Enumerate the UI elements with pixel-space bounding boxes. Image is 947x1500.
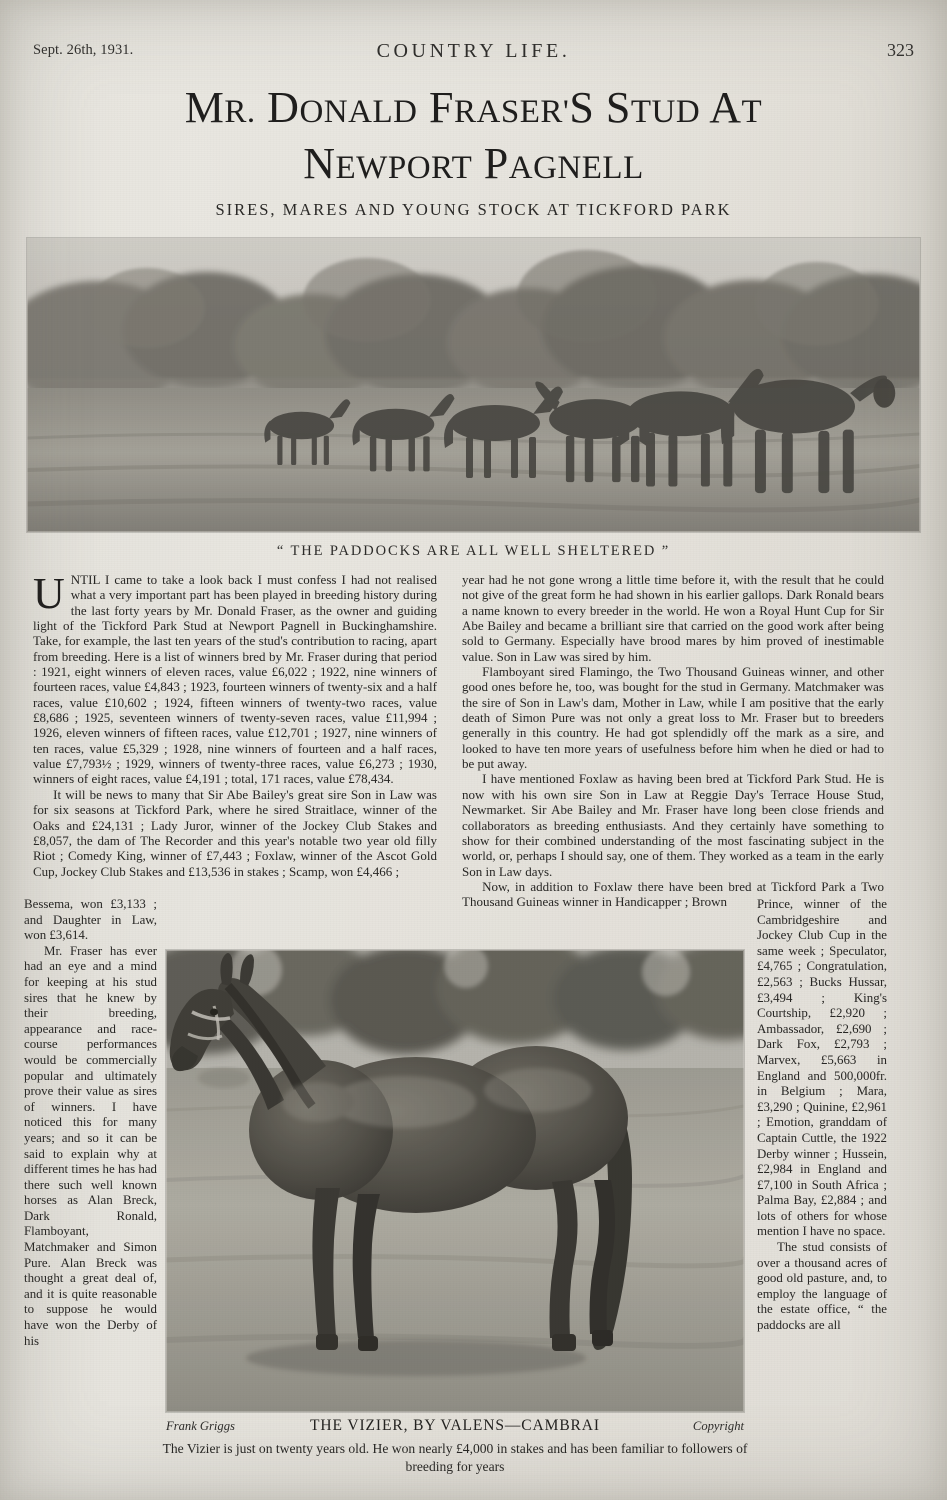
vizier-photograph bbox=[166, 950, 744, 1412]
issue-date: Sept. 26th, 1931. bbox=[33, 42, 134, 58]
headline-line-2: NEWPORT PAGNELL bbox=[303, 139, 644, 188]
vizier-photograph-image bbox=[166, 950, 744, 1412]
paragraph-text: It will be news to many that Sir Abe Bailey's great sire Son in Law was for six seasons at Tickford Park, where he sired Straitlace, winner of the Oaks and £24,131 ; Lady Juror, winner of the Jockey Club Stakes and £8,057, the dam of The Recorder and this year's notable two year old filly Riot ; Comedy King, winner of £7,443 ; Foxlaw, winner of the Ascot Gold Cup, Jockey Club Stakes and £13,536 in stakes ; Scamp, won £4,466 ; bbox=[33, 786, 437, 879]
paragraph-text: Prince, winner of the Cambridgeshire and Jockey Club Cup in the same week ; Speculator, £4,765 ; Congratulation, £2,563 ; Bucks Hussar, £3,494 ; King's Courtship, £2,920 ; Ambassador, £2,690 ; Dark Fox, £2,793 ; Marvex, £5,663 in England and 500,000fr. in Belgium ; Mara, £3,290 ; Quinine, £2,961 ; Emotion, granddam of Captain Cuttle, the 1922 Derby winner ; Hussein, £2,984 in England and £7,100 in South Africa ; Palma Bay, £2,884 ; and lots of others for whose mention I have no space. bbox=[757, 897, 887, 1239]
page-number: 323 bbox=[887, 40, 914, 60]
paragraph-text: NTIL I came to take a look back I must confess I had not realised what a very important part has been played in breeding history during the last forty years by Mr. Donald Fraser, as the owner and guiding light of the Tickford Park Stud at Newport Pagnell in Buckinghamshire. Take, for example, the last ten years of the stud's contribution to racing, apart from breeding. Here is a list of winners bred by Mr. Fraser during that period : 1921, eight winners of eleven races, value £6,022 ; 1922, nine winners of fourteen races, value £4,843 ; 1923, fourteen winners of twenty-six and a half races, value £10,602 ; 1924, fifteen winners of twenty-two races, value £8,686 ; 1925, seventeen winners of twenty-seven races, value £11,994 ; 1926, eleven winners of fifteen races, value £12,701 ; 1927, nine winners of ten races, value £5,329 ; 1928, nine winners of fourteen and a half races, value £7,793½ ; 1929, winners of twenty-three races, value £6,273 ; 1930, winners of eight races, value £4,191 ; total, 171 races, value £78,434. bbox=[33, 572, 437, 787]
headline-line-1: MR. DONALD FRASER'S STUD AT bbox=[184, 83, 763, 132]
running-head bbox=[0, 42, 947, 66]
paragraph-text: year had he not gone wrong a little time before it, with the result that he could not give of the great form he had shown in his earlier gallops. Dark Ronald bears a name known to every breeder in the world. He won a Royal Hunt Cup for Sir Abe Bailey and became a brilliant sire that carried on the good work after being sold to Germany. Especially have brood mares by him proved of inestimable value. Son in Law was sired by him. bbox=[462, 572, 884, 664]
body-column-left-bottom bbox=[24, 897, 157, 1349]
paddock-photograph-caption: “ THE PADDOCKS ARE ALL WELL SHELTERED ” bbox=[276, 543, 671, 559]
copyright-notice: Copyright bbox=[692, 1419, 744, 1433]
paddock-photograph-image bbox=[27, 238, 920, 532]
paragraph bbox=[24, 944, 157, 1349]
paragraph-text: Now, in addition to Foxlaw there have been bred at Tickford Park a Two Thousand Guineas winner in Handicapper ; Brown bbox=[462, 878, 884, 910]
drop-cap: U bbox=[33, 569, 65, 618]
paragraph bbox=[462, 664, 884, 771]
paragraph bbox=[33, 787, 437, 879]
vizier-caption-text: The Vizier is just on twenty years old. He won nearly £4,000 in stakes and has been familiar to followers of breeding for years bbox=[162, 1441, 748, 1474]
paddock-photograph bbox=[27, 238, 920, 532]
publication-title: COUNTRY LIFE. bbox=[376, 40, 571, 62]
paragraph bbox=[757, 1240, 887, 1334]
paragraph bbox=[24, 897, 157, 944]
paragraph bbox=[462, 771, 884, 878]
article-subtitle: SIRES, MARES AND YOUNG STOCK AT TICKFORD PARK bbox=[215, 200, 732, 219]
paragraph-text: Mr. Fraser has ever had an eye and a mind for keeping at his stud sires that he knew by their breeding, appearance and race-course performances would be commercially popular and ultimately prove their value as sires of winners. I have noticed this for many years; and so it can be said to explain why at different times he has had there such well known horses as Alan Breck, Dark Ronald, Flamboyant, Matchmaker and Simon Pure. Alan Breck was thought a great deal of, and it is quite reasonable to suppose he would have won the Derby of his bbox=[24, 943, 157, 1348]
vizier-caption-row bbox=[166, 1419, 744, 1435]
paragraph-text: The stud consists of over a thousand acres of good old pasture, and, to employ the language of the estate office, “ the paddocks are all bbox=[757, 1240, 887, 1333]
paragraph bbox=[33, 569, 437, 787]
photographer-credit: Frank Griggs bbox=[166, 1419, 235, 1433]
article-headline bbox=[0, 82, 947, 194]
body-column-right-top bbox=[462, 572, 884, 910]
body-column-left-top bbox=[33, 569, 437, 879]
paragraph bbox=[462, 572, 884, 664]
paragraph-text: Bessema, won £3,133 ; and Daughter in Law, won £3,614. bbox=[24, 897, 157, 943]
paragraph-text: I have mentioned Foxlaw as having been bred at Tickford Park Stud. He is now with his own sire Son in Law at Reggie Day's Terrace House Stud, Newmarket. Sir Abe Bailey and Mr. Fraser have long been close friends and collaborators as breeding enthusiasts. And they certainly have something to show for their combined understanding of the most fascinating subject in the world, or, perhaps I should say, one of them. They worked as a team in the early Son in Law days. bbox=[462, 771, 884, 879]
vizier-caption-title: THE VIZIER, BY VALENS—CAMBRAI bbox=[310, 1417, 600, 1434]
body-column-right-bottom bbox=[757, 897, 887, 1334]
paragraph bbox=[757, 897, 887, 1240]
paragraph-text: Flamboyant sired Flamingo, the Two Thousand Guineas winner, and other good ones before he, too, was bought for the stud in Germany. Matchmaker was the sire of Son in Law's dam, Mother in Law, while I am positive that the early death of Simon Pure was not only a great loss to Mr. Fraser but to breeders generally in this country. He had got splendidly off the mark as a sire, and looked to have ten more years of usefulness before him when he died or had to be put away. bbox=[462, 664, 884, 772]
